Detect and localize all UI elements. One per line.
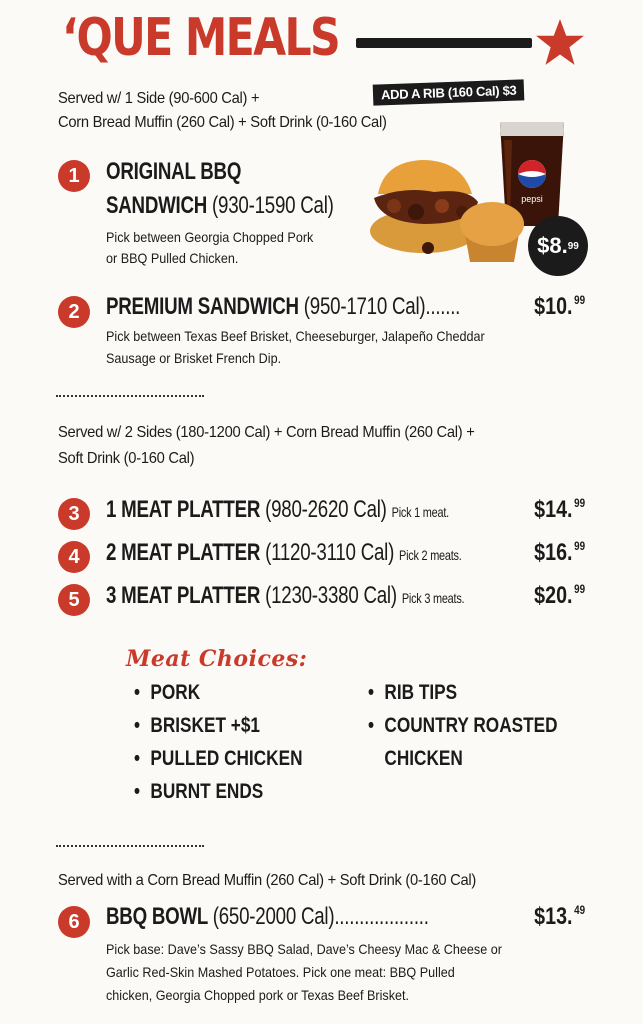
item-price: $13. $^{49}$ — [534, 903, 585, 930]
item-description: Pick base: Dave’s Sassy BBQ Salad, Dave’s Cheesy Mac & Cheese or — [106, 941, 502, 957]
item-name-line2: SANDWICH (930-1590 Cal) — [106, 192, 334, 219]
item-number-badge: 4 — [58, 541, 90, 573]
meat-list-left — [134, 676, 340, 808]
page-title: ‘QUE MEALS — [62, 8, 340, 68]
meat-choices-heading: Meat Choices: — [126, 646, 308, 672]
platter-price: $20. $^{99}$ — [534, 582, 585, 609]
serve-line: Soft Drink (0-160 Cal) — [58, 450, 195, 467]
meat-choice: • PORK — [134, 681, 201, 704]
serve-line: Served w/ 1 Side (90-600 Cal) + — [58, 90, 260, 107]
dotted-divider — [56, 395, 204, 397]
item-description: Pick between Texas Beef Brisket, Cheeseburger, Jalapeño Cheddar — [106, 328, 485, 344]
item-number-badge: 2 — [58, 296, 90, 328]
serve-line: Corn Bread Muffin (260 Cal) + Soft Drink (0-160 Cal) — [58, 114, 387, 131]
item-name: PREMIUM SANDWICH (950-1710 Cal)....... — [106, 293, 461, 320]
meat-choice: • RIB TIPS — [368, 681, 458, 704]
svg-text:pepsi: pepsi — [521, 194, 543, 204]
meat-choice: • COUNTRY ROASTED — [368, 714, 558, 737]
item-description: Garlic Red-Skin Mashed Potatoes. Pick one meat: BBQ Pulled — [106, 964, 455, 980]
meat-choice: • BRISKET +$1 — [134, 714, 260, 737]
add-rib-badge: ADD A RIB (160 Cal) $3 — [373, 79, 525, 105]
platter-name: 3 MEAT PLATTER (1230-3380 Cal) Pick 3 meats. — [106, 582, 465, 609]
item-description: chicken, Georgia Chopped pork or Texas Beef Brisket. — [106, 987, 410, 1003]
meat-list-right — [368, 676, 599, 775]
item-description: Sausage or Brisket French Dip. — [106, 350, 282, 366]
item-name: BBQ BOWL (650-2000 Cal)................... — [106, 903, 429, 930]
item-number-badge: 1 — [58, 160, 90, 192]
meat-choice: • PULLED CHICKEN — [134, 747, 303, 770]
serve-line: Served with a Corn Bread Muffin (260 Cal) + Soft Drink (0-160 Cal) — [58, 872, 476, 889]
platter-price: $14. $^{99}$ — [534, 496, 585, 523]
title-divider — [356, 38, 532, 48]
item-description: or BBQ Pulled Chicken. — [106, 250, 239, 266]
meat-choice: CHICKEN — [384, 747, 463, 770]
item-number-badge: 6 — [58, 906, 90, 938]
item-number-badge: 5 — [58, 584, 90, 616]
platter-name: 1 MEAT PLATTER (980-2620 Cal) Pick 1 meat. — [106, 496, 449, 523]
item-description: Pick between Georgia Chopped Pork — [106, 229, 314, 245]
platter-name: 2 MEAT PLATTER (1120-3110 Cal) Pick 2 meats. — [106, 539, 462, 566]
meat-choice: • BURNT ENDS — [134, 780, 264, 803]
bbq-sandwich — [370, 160, 478, 254]
meal-price-badge: $8. 99 — [528, 216, 588, 276]
star-icon — [534, 16, 586, 68]
item-number-badge: 3 — [58, 498, 90, 530]
item-price: $10. $^{99}$ — [534, 293, 585, 320]
dotted-divider — [56, 845, 204, 847]
corn-bread-muffin — [460, 202, 524, 262]
serve-line: Served w/ 2 Sides (180-1200 Cal) + Corn Bread Muffin (260 Cal) + — [58, 424, 475, 441]
item-name: ORIGINAL BBQ — [106, 158, 242, 185]
platter-price: $16. $^{99}$ — [534, 539, 585, 566]
